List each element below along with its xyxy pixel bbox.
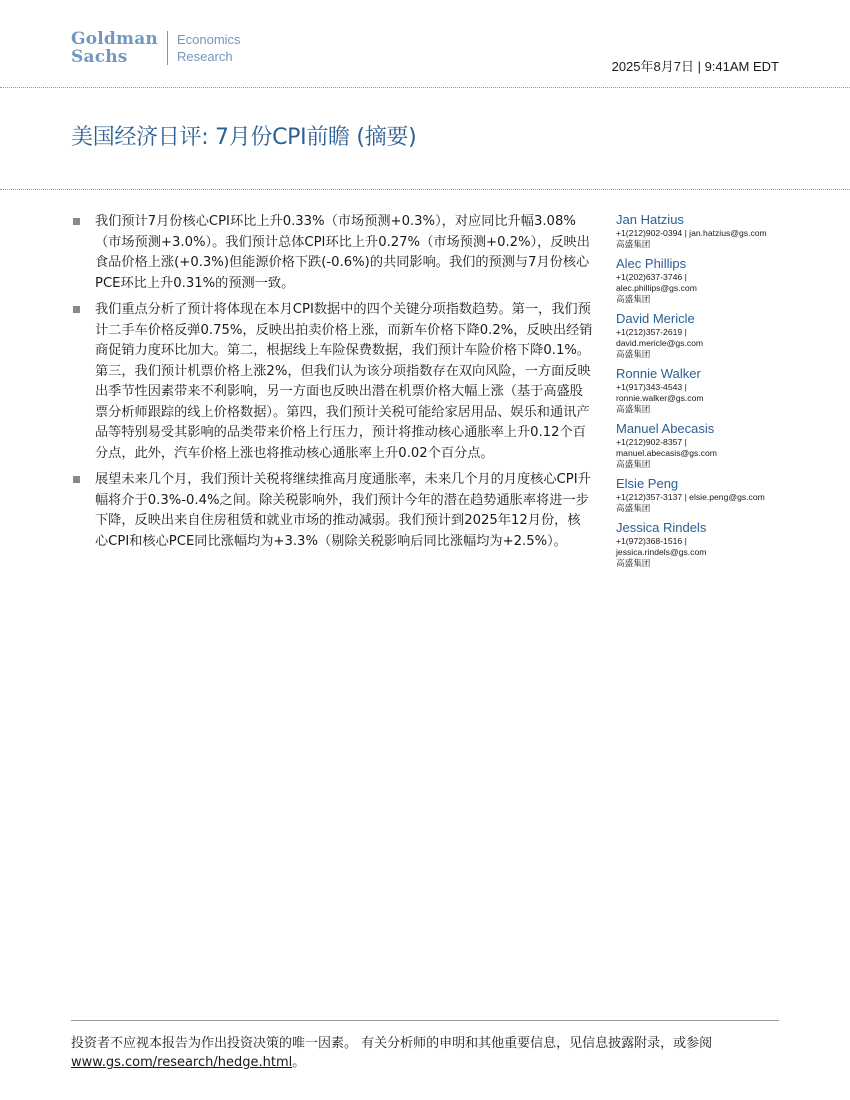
bullet-item <box>71 470 593 552</box>
author-contact[interactable]: +1(212)357-3137 | elsie.peng@gs.com <box>616 492 765 502</box>
goldman-sachs-logo <box>71 30 241 66</box>
author-email[interactable]: manuel.abecasis@gs.com <box>616 448 717 458</box>
logo-line-1: Goldman <box>71 29 158 49</box>
author-card <box>616 366 796 415</box>
author-name[interactable]: Ronnie Walker <box>616 366 701 381</box>
footer-divider <box>71 1020 779 1021</box>
author-card <box>616 520 796 569</box>
report-title: 美国经济日评: 7月份CPI前瞻 (摘要) <box>71 125 417 150</box>
author-org: 高盛集团 <box>616 459 651 469</box>
author-phone: +1(202)637-3746 | <box>616 272 687 282</box>
disclosure-footer <box>71 1034 781 1072</box>
author-phone: +1(212)357-2619 | <box>616 327 687 337</box>
author-list <box>616 212 796 575</box>
disclosure-link[interactable]: www.gs.com/research/hedge.html <box>71 1055 293 1070</box>
author-org: 高盛集团 <box>616 294 651 304</box>
author-email[interactable]: jessica.rindels@gs.com <box>616 547 707 557</box>
unit-line-1: Economics <box>176 32 241 47</box>
author-email[interactable]: alec.phillips@gs.com <box>616 283 697 293</box>
bullet-text: 我们重点分析了预计将体现在本月CPI数据中的四个关键分项指数趋势。第一，我们预计二手车价格反弹0.75%，反映出拍卖价格上涨，而新车价格下降0.2%，反映出经销商促销力度环比加大。第二，根据线上车险保费数据，我们预计车险价格下降0.1%。第三，我们预计机票价格上涨2%，但我们认为该分项指数存在双向风险，一方面反映出季节性因素带来不利影响，另一方面也反映出潜在机票价格大幅上涨（基于高盛股票分析师跟踪的线上价格数据）。第四，我们预计关税可能给家居用品、娱乐和通讯产品等特别易受其影响的品类带来价格上行压力，预计将推动核心通胀率上升0.12个百分点，此外，汽车价格上涨也将推动核心通胀率上升0.02个百分点。 <box>95 302 593 461</box>
author-name[interactable]: Manuel Abecasis <box>616 421 715 436</box>
author-card <box>616 256 796 305</box>
bullet-item <box>71 212 593 294</box>
author-card <box>616 476 796 514</box>
author-org: 高盛集团 <box>616 349 651 359</box>
author-org: 高盛集团 <box>616 404 651 414</box>
logo-wordmark <box>71 30 158 66</box>
author-phone: +1(972)368-1516 | <box>616 536 687 546</box>
bullet-square-icon <box>73 218 80 225</box>
header-divider <box>0 87 850 88</box>
author-email[interactable]: david.mericle@gs.com <box>616 338 704 348</box>
author-card <box>616 311 796 360</box>
author-name[interactable]: Alec Phillips <box>616 256 687 271</box>
bullet-square-icon <box>73 476 80 483</box>
author-name[interactable]: Elsie Peng <box>616 476 679 491</box>
author-phone: +1(212)902-8357 | <box>616 437 687 447</box>
title-divider <box>0 189 850 190</box>
author-name[interactable]: David Mericle <box>616 311 695 326</box>
logo-divider <box>167 31 168 65</box>
author-org: 高盛集团 <box>616 558 651 568</box>
author-name[interactable]: Jan Hatzius <box>616 212 684 227</box>
research-unit-label <box>177 31 241 65</box>
author-contact[interactable]: +1(212)902-0394 | jan.hatzius@gs.com <box>616 228 767 238</box>
bullet-text: 我们预计7月份核心CPI环比上升0.33%（市场预测+0.3%），对应同比升幅3.08%（市场预测+3.0%）。我们预计总体CPI环比上升0.27%（市场预测+0.2%），反映出食品价格上涨(+0.3%)但能源价格下跌(-0.6%)的共同影响。我们的预测与7月份核心PCE环比上升0.31%的预测一致。 <box>95 214 590 291</box>
summary-bullets <box>71 212 593 558</box>
bullet-item <box>71 300 593 464</box>
author-card <box>616 212 796 250</box>
disclosure-text: 投资者不应视本报告为作出投资决策的唯一因素。 有关分析师的申明和其他重要信息，见信息披露附录，或参阅 <box>71 1036 713 1051</box>
disclosure-suffix: 。 <box>292 1055 306 1070</box>
author-name[interactable]: Jessica Rindels <box>616 520 707 535</box>
unit-line-2: Research <box>176 49 233 64</box>
publication-date: 2025年8月7日 | 9:41AM EDT <box>611 59 779 74</box>
bullet-text: 展望未来几个月，我们预计关税将继续推高月度通胀率，未来几个月的月度核心CPI升幅将介于0.3%-0.4%之间。除关税影响外，我们预计今年的潜在趋势通胀率将进一步下降，反映出来自住房租赁和就业市场的推动减弱。我们预计到2025年12月份，核心CPI和核心PCE同比涨幅均为+3.3%（剔除关税影响后同比涨幅均为+2.5%）。 <box>95 472 591 549</box>
author-phone: +1(917)343-4543 | <box>616 382 687 392</box>
author-org: 高盛集团 <box>616 239 651 249</box>
author-card <box>616 421 796 470</box>
author-org: 高盛集团 <box>616 503 651 513</box>
logo-line-2: Sachs <box>71 47 128 67</box>
bullet-square-icon <box>73 306 80 313</box>
author-email[interactable]: ronnie.walker@gs.com <box>616 393 704 403</box>
